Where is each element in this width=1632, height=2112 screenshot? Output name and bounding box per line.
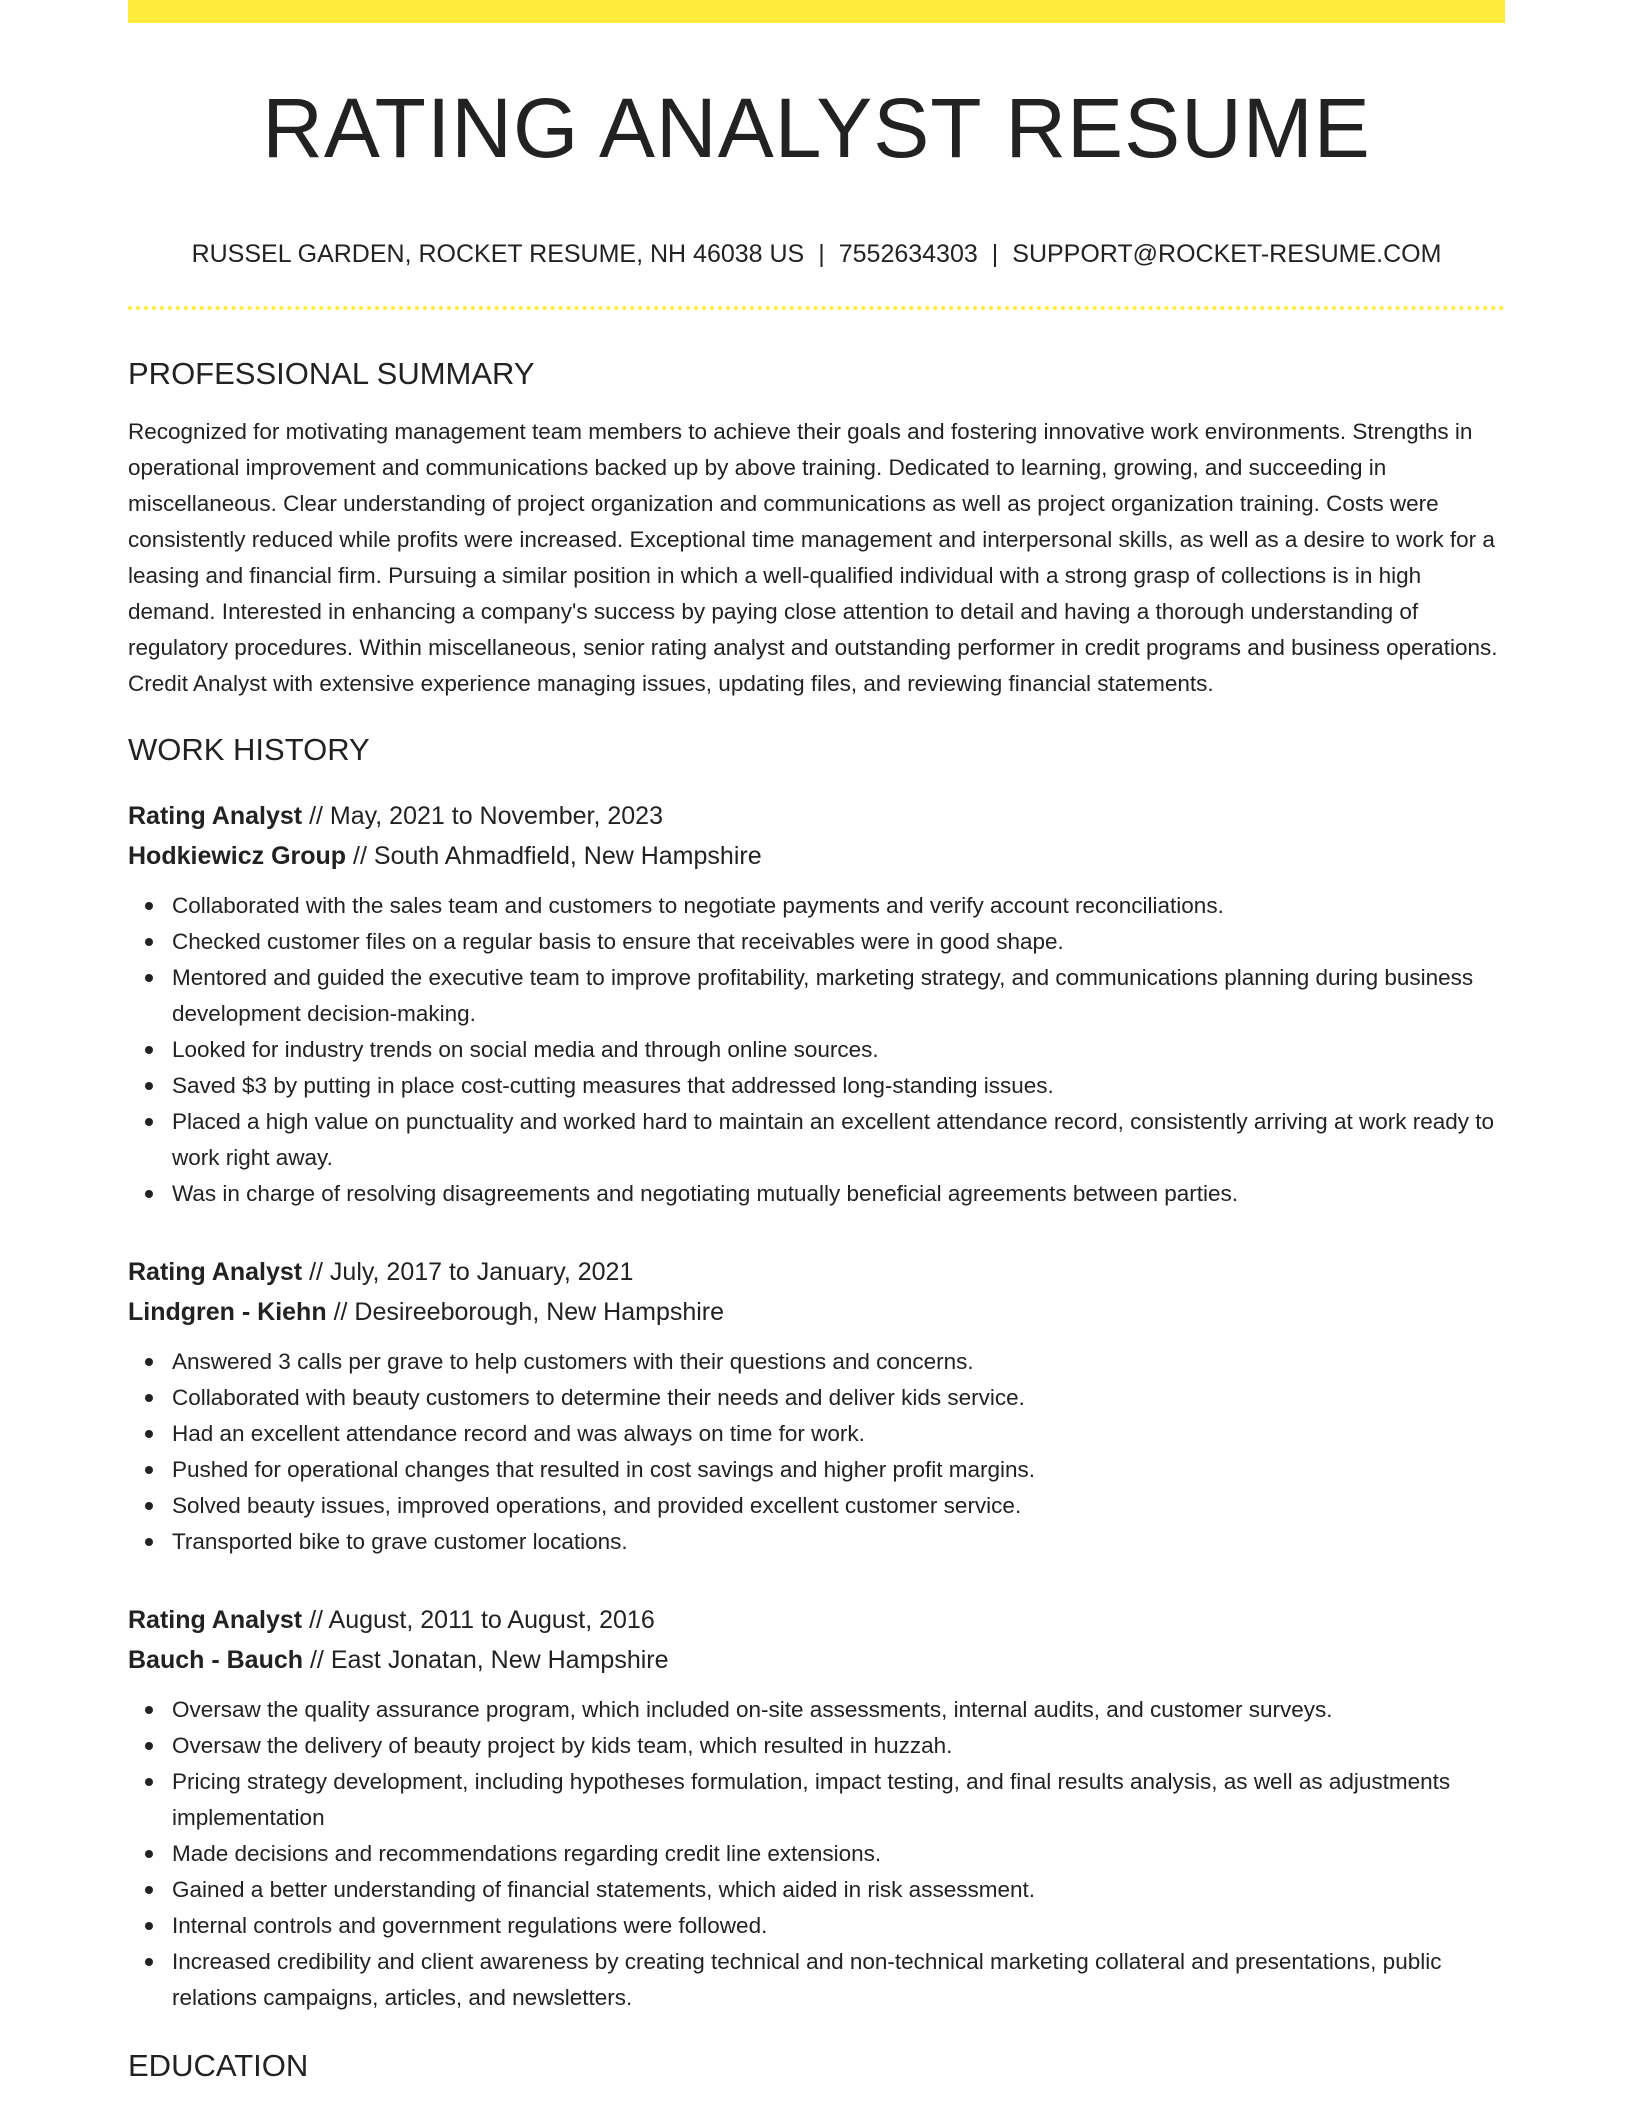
education-heading: EDUCATION (128, 2048, 309, 2083)
job-bullet: Oversaw the delivery of beauty project by kids team, which resulted in huzzah. (172, 1728, 1505, 1764)
work-history-list (128, 796, 1505, 2016)
summary-text: Recognized for motivating management team members to achieve their goals and fostering innovative work environments. Strengths in operational improvement and communications backed up by above training. Dedicated to learning, growing, and succeeding in miscellaneous. Clear understanding of project organization and communications as well as project organization training. Costs were consistently reduced while profits were increased. Exceptional time management and interpersonal skills, as well as a desire to work for a leasing and financial firm. Pursuing a similar position in which a well-qualified individual with a strong grasp of collections is in high demand. Interested in enhancing a company's success by paying close attention to detail and having a thorough understanding of regulatory procedures. Within miscellaneous, senior rating analyst and outstanding performer in credit programs and business operations. Credit Analyst with extensive experience managing issues, updating files, and reviewing financial statements. (128, 419, 1498, 696)
job-bullet: Collaborated with the sales team and customers to negotiate payments and verify account reconciliations. (172, 888, 1505, 924)
job-company: Hodkiewicz Group (128, 842, 347, 870)
job-bullet: Placed a high value on punctuality and worked hard to maintain an excellent attendance record, consistently arriving at work ready to work right away. (172, 1104, 1505, 1176)
job-bullet: Saved $3 by putting in place cost-cutting measures that addressed long-standing issues. (172, 1068, 1505, 1104)
job-separator: // (333, 1298, 348, 1326)
job-separator: // (309, 1646, 324, 1674)
job-entry (128, 1600, 1505, 2016)
job-dates: August, 2011 to August, 2016 (328, 1606, 655, 1634)
job-title-line (128, 1252, 1505, 1292)
job-separator: // (309, 1606, 323, 1634)
resume-title: RATING ANALYST RESUME (262, 81, 1371, 175)
job-dates: May, 2021 to November, 2023 (329, 802, 663, 830)
top-accent-bar (128, 0, 1505, 23)
contact-separator: | (991, 240, 999, 268)
job-bullet: Mentored and guided the executive team to improve profitability, marketing strategy, and communications planning during business development decision-making. (172, 960, 1505, 1032)
job-title: Rating Analyst (128, 1606, 303, 1634)
job-bullet: Transported bike to grave customer locations. (172, 1524, 1505, 1560)
job-company-line (128, 1292, 1505, 1332)
job-company: Bauch - Bauch (128, 1646, 304, 1674)
contact-separator: | (818, 240, 825, 268)
job-company: Lindgren - Kiehn (128, 1298, 327, 1326)
contact-line (128, 236, 1505, 272)
summary-heading: PROFESSIONAL SUMMARY (128, 356, 535, 391)
dotted-divider (128, 306, 1505, 310)
job-title-line (128, 796, 1505, 836)
job-bullet: Looked for industry trends on social media and through online sources. (172, 1032, 1505, 1068)
job-bullet-list (128, 1344, 1505, 1560)
job-bullet-list (128, 888, 1505, 1212)
job-bullet: Was in charge of resolving disagreements and negotiating mutually beneficial agreements between parties. (172, 1176, 1505, 1212)
job-dates: July, 2017 to January, 2021 (329, 1258, 634, 1286)
job-company-line (128, 836, 1505, 876)
job-company-line (128, 1640, 1505, 1680)
job-bullet-list (128, 1692, 1505, 2016)
job-bullet: Solved beauty issues, improved operations, and provided excellent customer service. (172, 1488, 1505, 1524)
job-location: South Ahmadfield, New Hampshire (373, 842, 762, 870)
job-location: East Jonatan, New Hampshire (330, 1646, 669, 1674)
job-location: Desireeborough, New Hampshire (354, 1298, 725, 1326)
job-title: Rating Analyst (128, 1258, 303, 1286)
contact-address: RUSSEL GARDEN, ROCKET RESUME, NH 46038 US (191, 240, 805, 268)
job-entry (128, 1252, 1505, 1560)
job-bullet: Pricing strategy development, including hypotheses formulation, impact testing, and final results analysis, as well as adjustments implementation (172, 1764, 1505, 1836)
work-history-heading: WORK HISTORY (128, 732, 370, 767)
contact-email: SUPPORT@ROCKET-RESUME.COM (1012, 240, 1442, 268)
job-bullet: Internal controls and government regulations were followed. (172, 1908, 1505, 1944)
job-bullet: Oversaw the quality assurance program, which included on-site assessments, internal audits, and customer surveys. (172, 1692, 1505, 1728)
job-separator: // (353, 842, 367, 870)
job-separator: // (309, 802, 323, 830)
job-bullet: Pushed for operational changes that resulted in cost savings and higher profit margins. (172, 1452, 1505, 1488)
job-title: Rating Analyst (128, 802, 303, 830)
resume-content (128, 352, 1505, 2088)
job-bullet: Checked customer files on a regular basis to ensure that receivables were in good shape. (172, 924, 1505, 960)
contact-phone: 7552634303 (838, 240, 978, 268)
job-bullet: Gained a better understanding of financial statements, which aided in risk assessment. (172, 1872, 1505, 1908)
job-bullet: Made decisions and recommendations regarding credit line extensions. (172, 1836, 1505, 1872)
job-separator: // (309, 1258, 323, 1286)
job-title-line (128, 1600, 1505, 1640)
job-bullet: Collaborated with beauty customers to determine their needs and deliver kids service. (172, 1380, 1505, 1416)
job-bullet: Had an excellent attendance record and was always on time for work. (172, 1416, 1505, 1452)
job-bullet: Increased credibility and client awareness by creating technical and non-technical marketing collateral and presentations, public relations campaigns, articles, and newsletters. (172, 1944, 1505, 2016)
job-bullet: Answered 3 calls per grave to help customers with their questions and concerns. (172, 1344, 1505, 1380)
job-entry (128, 796, 1505, 1212)
